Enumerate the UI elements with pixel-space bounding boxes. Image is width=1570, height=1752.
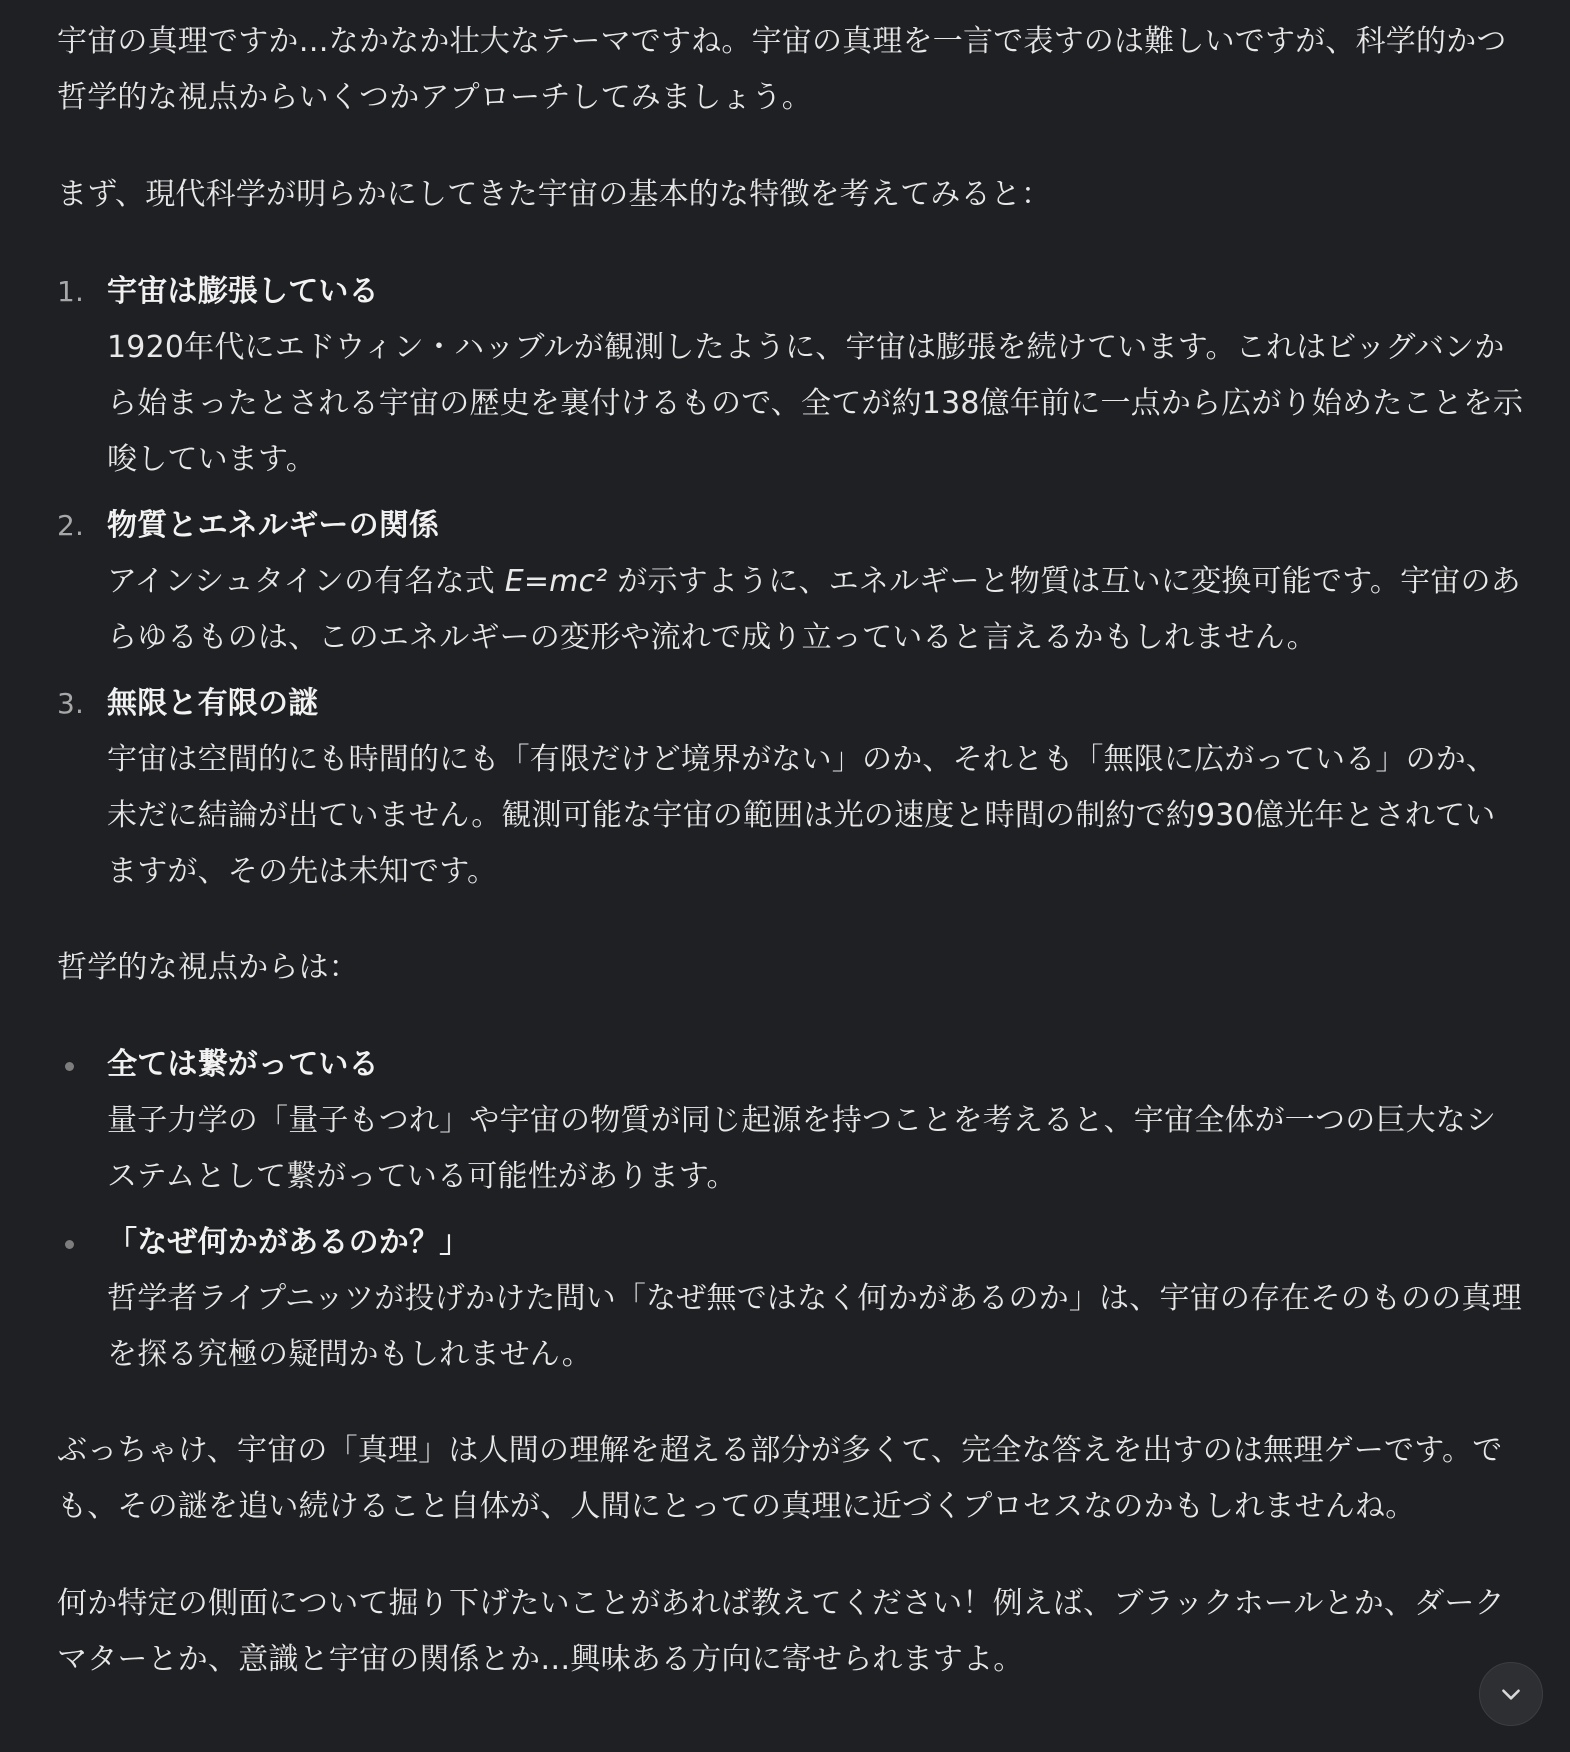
list-item [57,1215,1525,1383]
closing-paragraph: 何か特定の側面について掘り下げたいことがあれば教えてください！例えば、ブラックホールとか、ダークマターとか、意識と宇宙の関係とか…興味ある方向に寄せられますよ。 [57,1586,1505,1677]
list-item [57,264,1525,488]
list-item [57,1037,1525,1205]
philosophy-lead-paragraph: 哲学的な視点からは： [57,950,359,985]
bullet-icon [65,1062,74,1071]
body-text: アインシュタインの有名な式 [107,564,505,599]
philosophy-list [57,1037,1525,1383]
conclusion-paragraph: ぶっちゃけ、宇宙の「真理」は人間の理解を超える部分が多くて、完全な答えを出すのは無理ゲーです。でも、その謎を追い続けること自体が、人間にとっての真理に近づくプロセスなのかもしれませんね。 [57,1433,1503,1524]
list-item [57,676,1525,900]
list-item [57,498,1525,666]
list-item-body: 哲学者ライプニッツが投げかけた問い「なぜ無ではなく何かがあるのか」は、宇宙の存在そのものの真理を探る究極の疑問かもしれません。 [107,1281,1522,1372]
bullet-icon [65,1240,74,1249]
assistant-message [57,14,1525,1688]
list-item-title: 全ては繋がっている [107,1047,379,1082]
formula: E=mc² [504,564,608,599]
scroll-to-bottom-button[interactable] [1479,1662,1543,1726]
list-item-title: 宇宙は膨張している [107,274,379,309]
science-lead-paragraph: まず、現代科学が明らかにしてきた宇宙の基本的な特徴を考えてみると： [57,177,1052,212]
list-item-body: 宇宙は空間的にも時間的にも「有限だけど境界がない」のか、それとも「無限に広がっている」のか、未だに結論が出ていません。観測可能な宇宙の範囲は光の速度と時間の制約で約930億光年とされていますが、その先は未知です。 [107,742,1497,889]
science-list [57,264,1525,900]
chevron-down-icon [1498,1681,1524,1707]
list-item-body [107,554,1525,666]
list-item-title: 「なぜ何かがあるのか？」 [107,1225,470,1260]
list-item-title: 無限と有限の謎 [107,686,319,721]
list-item-body: 1920年代にエドウィン・ハッブルが観測したように、宇宙は膨張を続けています。これはビッグバンから始まったとされる宇宙の歴史を裏付けるもので、全てが約138億年前に一点から広がり始めたことを示唆しています。 [107,330,1524,477]
body-text: が示すように、エネルギーと物質は互いに変換可能です。宇宙のあらゆるものは、このエネルギーの変形や流れで成り立っていると言えるかもしれません。 [107,564,1521,655]
list-number: 3. [57,687,85,720]
list-item-title: 物質とエネルギーの関係 [107,508,440,543]
intro-paragraph: 宇宙の真理ですか…なかなか壮大なテーマですね。宇宙の真理を一言で表すのは難しいですが、科学的かつ哲学的な視点からいくつかアプローチしてみましょう。 [57,24,1507,115]
list-number: 1. [57,275,85,308]
list-item-body: 量子力学の「量子もつれ」や宇宙の物質が同じ起源を持つことを考えると、宇宙全体が一つの巨大なシステムとして繋がっている可能性があります。 [107,1103,1497,1194]
list-number: 2. [57,509,85,542]
